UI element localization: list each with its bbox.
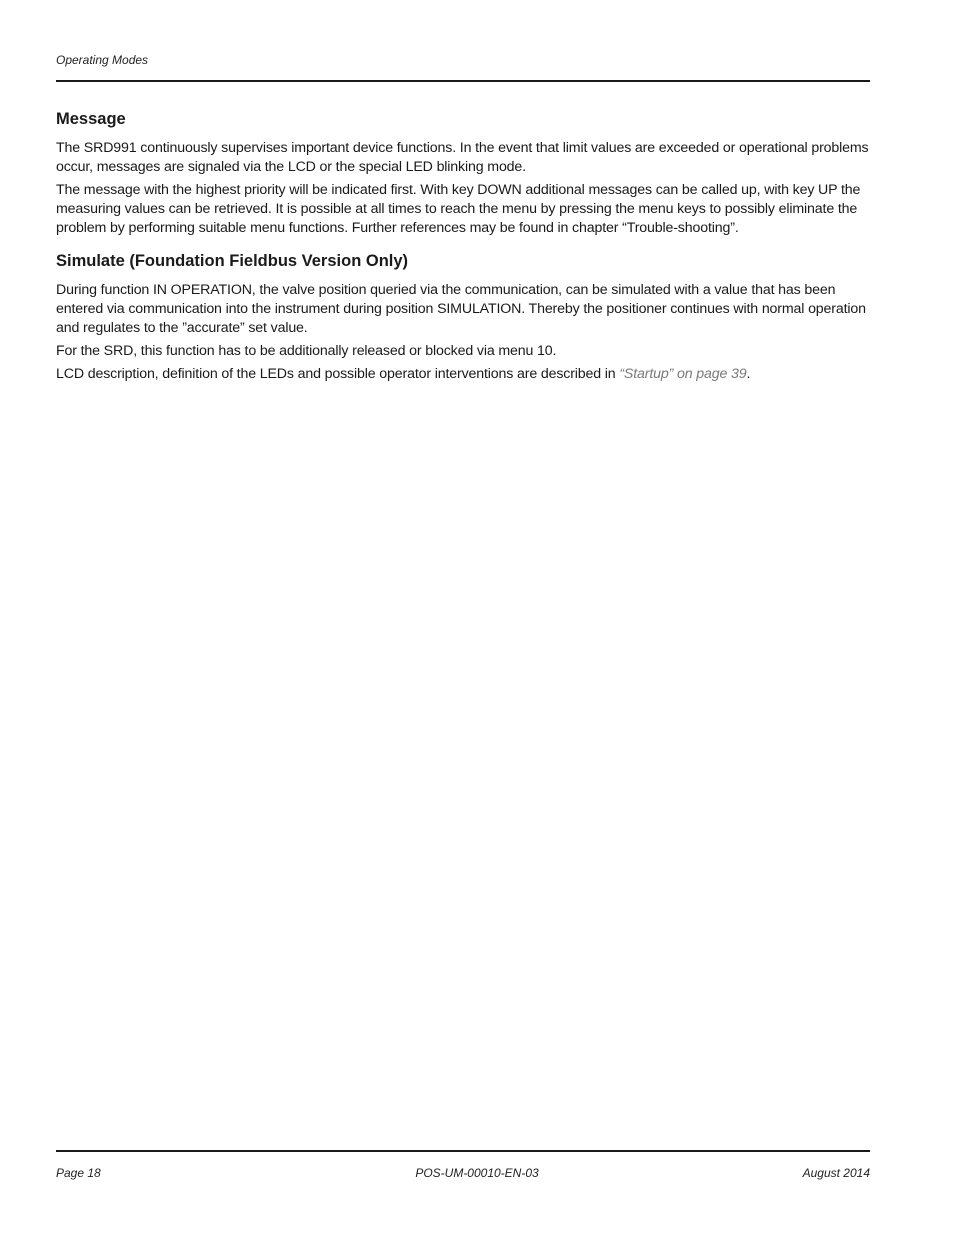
section-title-simulate: Simulate (Foundation Fieldbus Version Only) <box>56 252 409 270</box>
section-title-message: Message <box>56 110 126 128</box>
footer-document-id: POS-UM-00010-EN-03 <box>415 1166 539 1180</box>
page-content <box>56 108 872 388</box>
footer-rule <box>56 1150 870 1152</box>
paragraph-simulate-3 <box>56 365 872 384</box>
footer-date: August 2014 <box>802 1166 870 1180</box>
footer-page-number: Page 18 <box>56 1166 101 1180</box>
paragraph-simulate-3-trailing: . <box>746 366 751 382</box>
paragraph-simulate-2: For the SRD, this function has to be additionally released or blocked via menu 10. <box>56 343 557 359</box>
paragraph-simulate-1: During function IN OPERATION, the valve position queried via the communication, can be simulated with a value that has been entered via communication into the instrument during position SIMULATION. Thereby the positioner continues with normal operation and regulates to the ”accurate” set value. <box>56 282 866 336</box>
running-header: Operating Modes <box>56 53 149 67</box>
paragraph-message-2: The message with the highest priority will be indicated first. With key DOWN additional messages can be called up, with key UP the measuring values can be retrieved. It is possible at all times to reach the menu by pressing the menu keys to possibly eliminate the problem by performing suitable menu functions. Further references may be found in chapter “Trouble-shooting”. <box>56 182 861 236</box>
paragraph-message-1: The SRD991 continuously supervises important device functions. In the event that limit values are exceeded or operational problems occur, messages are signaled via the LCD or the special LED blinking mode. <box>56 140 869 175</box>
header-rule <box>56 80 870 82</box>
paragraph-simulate-3-text: LCD description, definition of the LEDs and possible operator interventions are described in <box>56 366 620 382</box>
cross-reference-link-startup[interactable]: “Startup” on page 39 <box>619 366 747 382</box>
